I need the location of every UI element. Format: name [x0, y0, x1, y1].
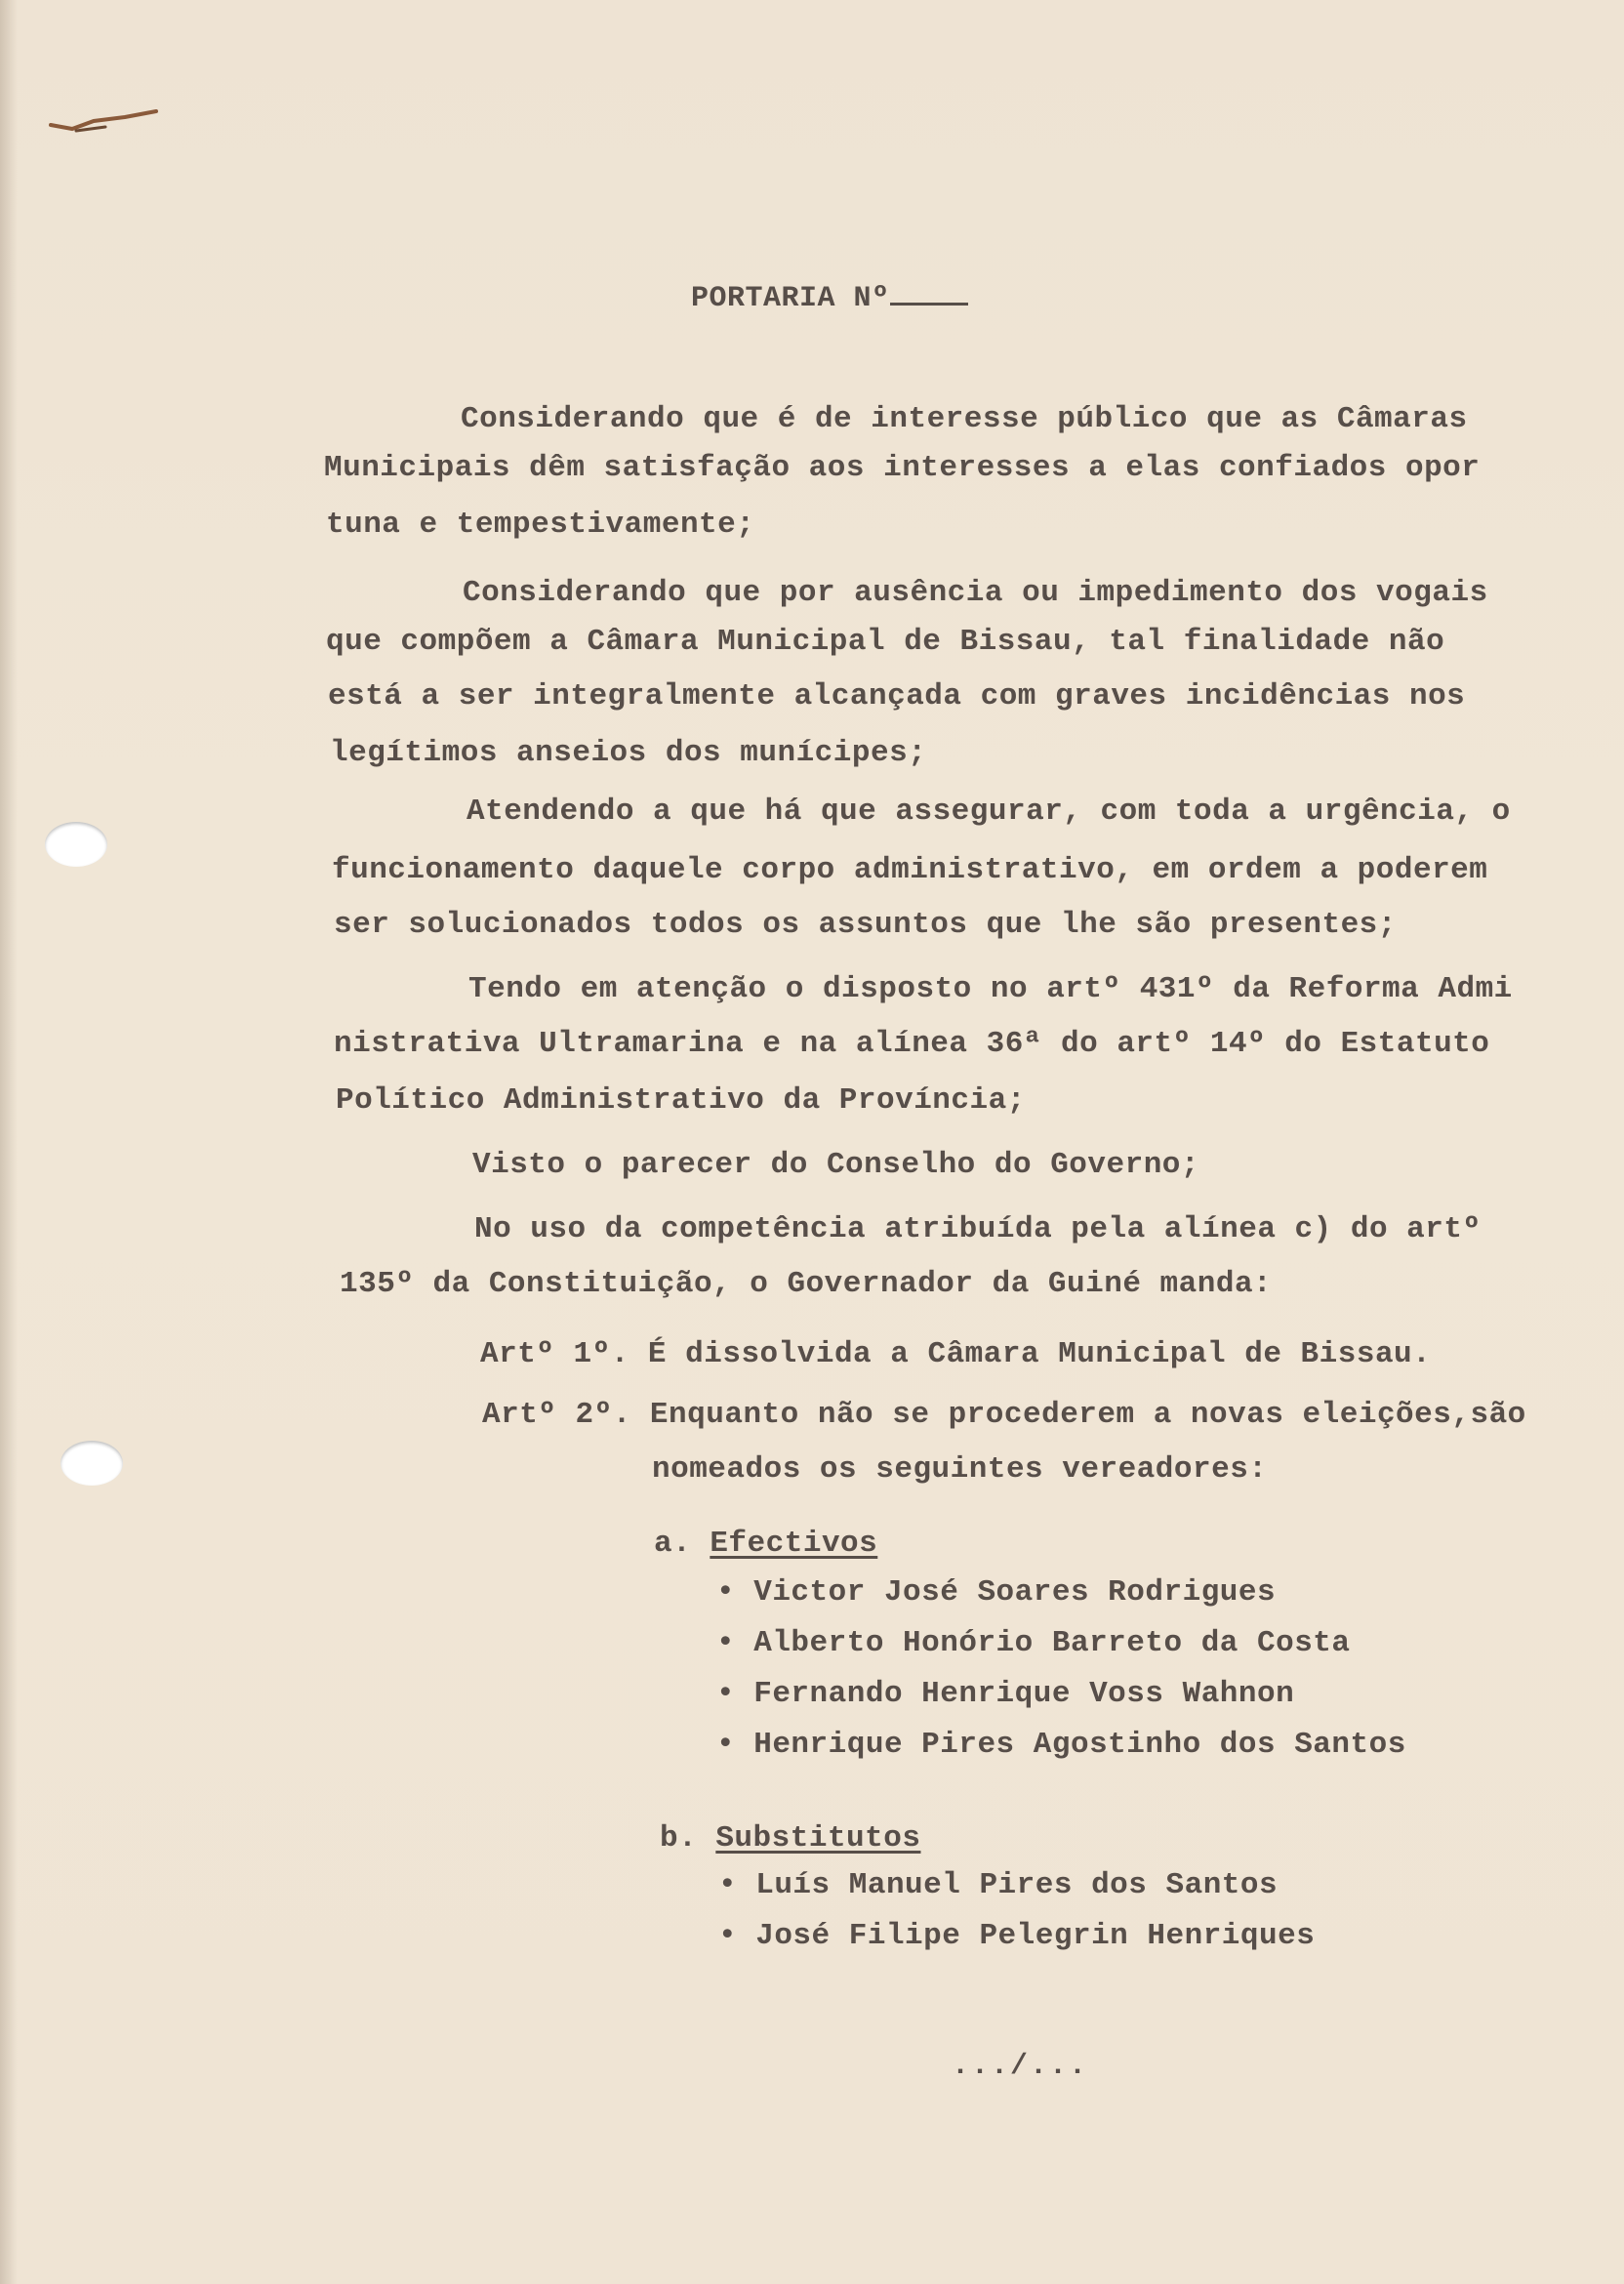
staple-mark [47, 98, 164, 137]
effective-member-4: • Henrique Pires Agostinho dos Santos [716, 1728, 1406, 1762]
article-2-line-1: Artº 2º. Enquanto não se procederem a novas eleições,são [482, 1398, 1526, 1432]
article-2-line-2: nomeados os seguintes vereadores: [652, 1452, 1268, 1487]
paragraph-4-line-1: Tendo em atenção o disposto no artº 431º da Reforma Admi [468, 972, 1513, 1006]
paragraph-6-line-1: No uso da competência atribuída pela alínea c) do artº [474, 1212, 1482, 1246]
effective-heading [654, 1527, 877, 1561]
paragraph-6-line-2: 135º da Constituição, o Governador da Guiné manda: [340, 1267, 1273, 1301]
substitutes-heading-text: Substitutos [715, 1821, 921, 1856]
effective-marker: a. [654, 1527, 692, 1561]
paragraph-2-line-1: Considerando que por ausência ou impedimento dos vogais [463, 576, 1488, 610]
substitutes-heading [660, 1821, 920, 1856]
substitutes-marker: b. [660, 1821, 698, 1856]
paragraph-1-line-1: Considerando que é de interesse público que as Câmaras [461, 402, 1468, 436]
punch-hole-lower [61, 1441, 123, 1486]
document-title: PORTARIA Nº [691, 279, 968, 315]
paragraph-2-line-2: que compõem a Câmara Municipal de Bissau, tal finalidade não [326, 625, 1445, 659]
paragraph-4-line-3: Político Administrativo da Província; [336, 1083, 1026, 1118]
paragraph-2-line-4: legítimos anseios dos munícipes; [330, 736, 927, 770]
paragraph-2-line-3: está a ser integralmente alcançada com graves incidências nos [328, 679, 1466, 714]
continuation-mark: .../... [952, 2050, 1089, 2083]
paragraph-5-line-1: Visto o parecer do Conselho do Governo; [472, 1148, 1200, 1182]
punch-hole-upper [45, 822, 107, 867]
effective-member-3: • Fernando Henrique Voss Wahnon [716, 1677, 1295, 1711]
paragraph-3-line-1: Atendendo a que há que assegurar, com toda a urgência, o [467, 795, 1511, 829]
paragraph-3-line-3: ser solucionados todos os assuntos que lhe são presentes; [334, 908, 1397, 942]
paragraph-3-line-2: funcionamento daquele corpo administrativo, em ordem a poderem [332, 853, 1488, 887]
page-edge-shadow [0, 0, 18, 2284]
article-1: Artº 1º. É dissolvida a Câmara Municipal de Bissau. [480, 1337, 1432, 1371]
effective-member-2: • Alberto Honório Barreto da Costa [716, 1626, 1351, 1660]
paragraph-1-line-3: tuna e tempestivamente; [326, 508, 755, 542]
substitute-member-1: • Luís Manuel Pires dos Santos [718, 1868, 1279, 1902]
substitute-member-2: • José Filipe Pelegrin Henriques [718, 1919, 1316, 1953]
effective-heading-text: Efectivos [710, 1527, 878, 1561]
paragraph-1-line-2: Municipais dêm satisfação aos interesses a elas confiados opor [324, 451, 1481, 485]
paragraph-4-line-2: nistrativa Ultramarina e na alínea 36ª do artº 14º do Estatuto [334, 1027, 1490, 1061]
effective-member-1: • Victor José Soares Rodrigues [716, 1575, 1277, 1610]
